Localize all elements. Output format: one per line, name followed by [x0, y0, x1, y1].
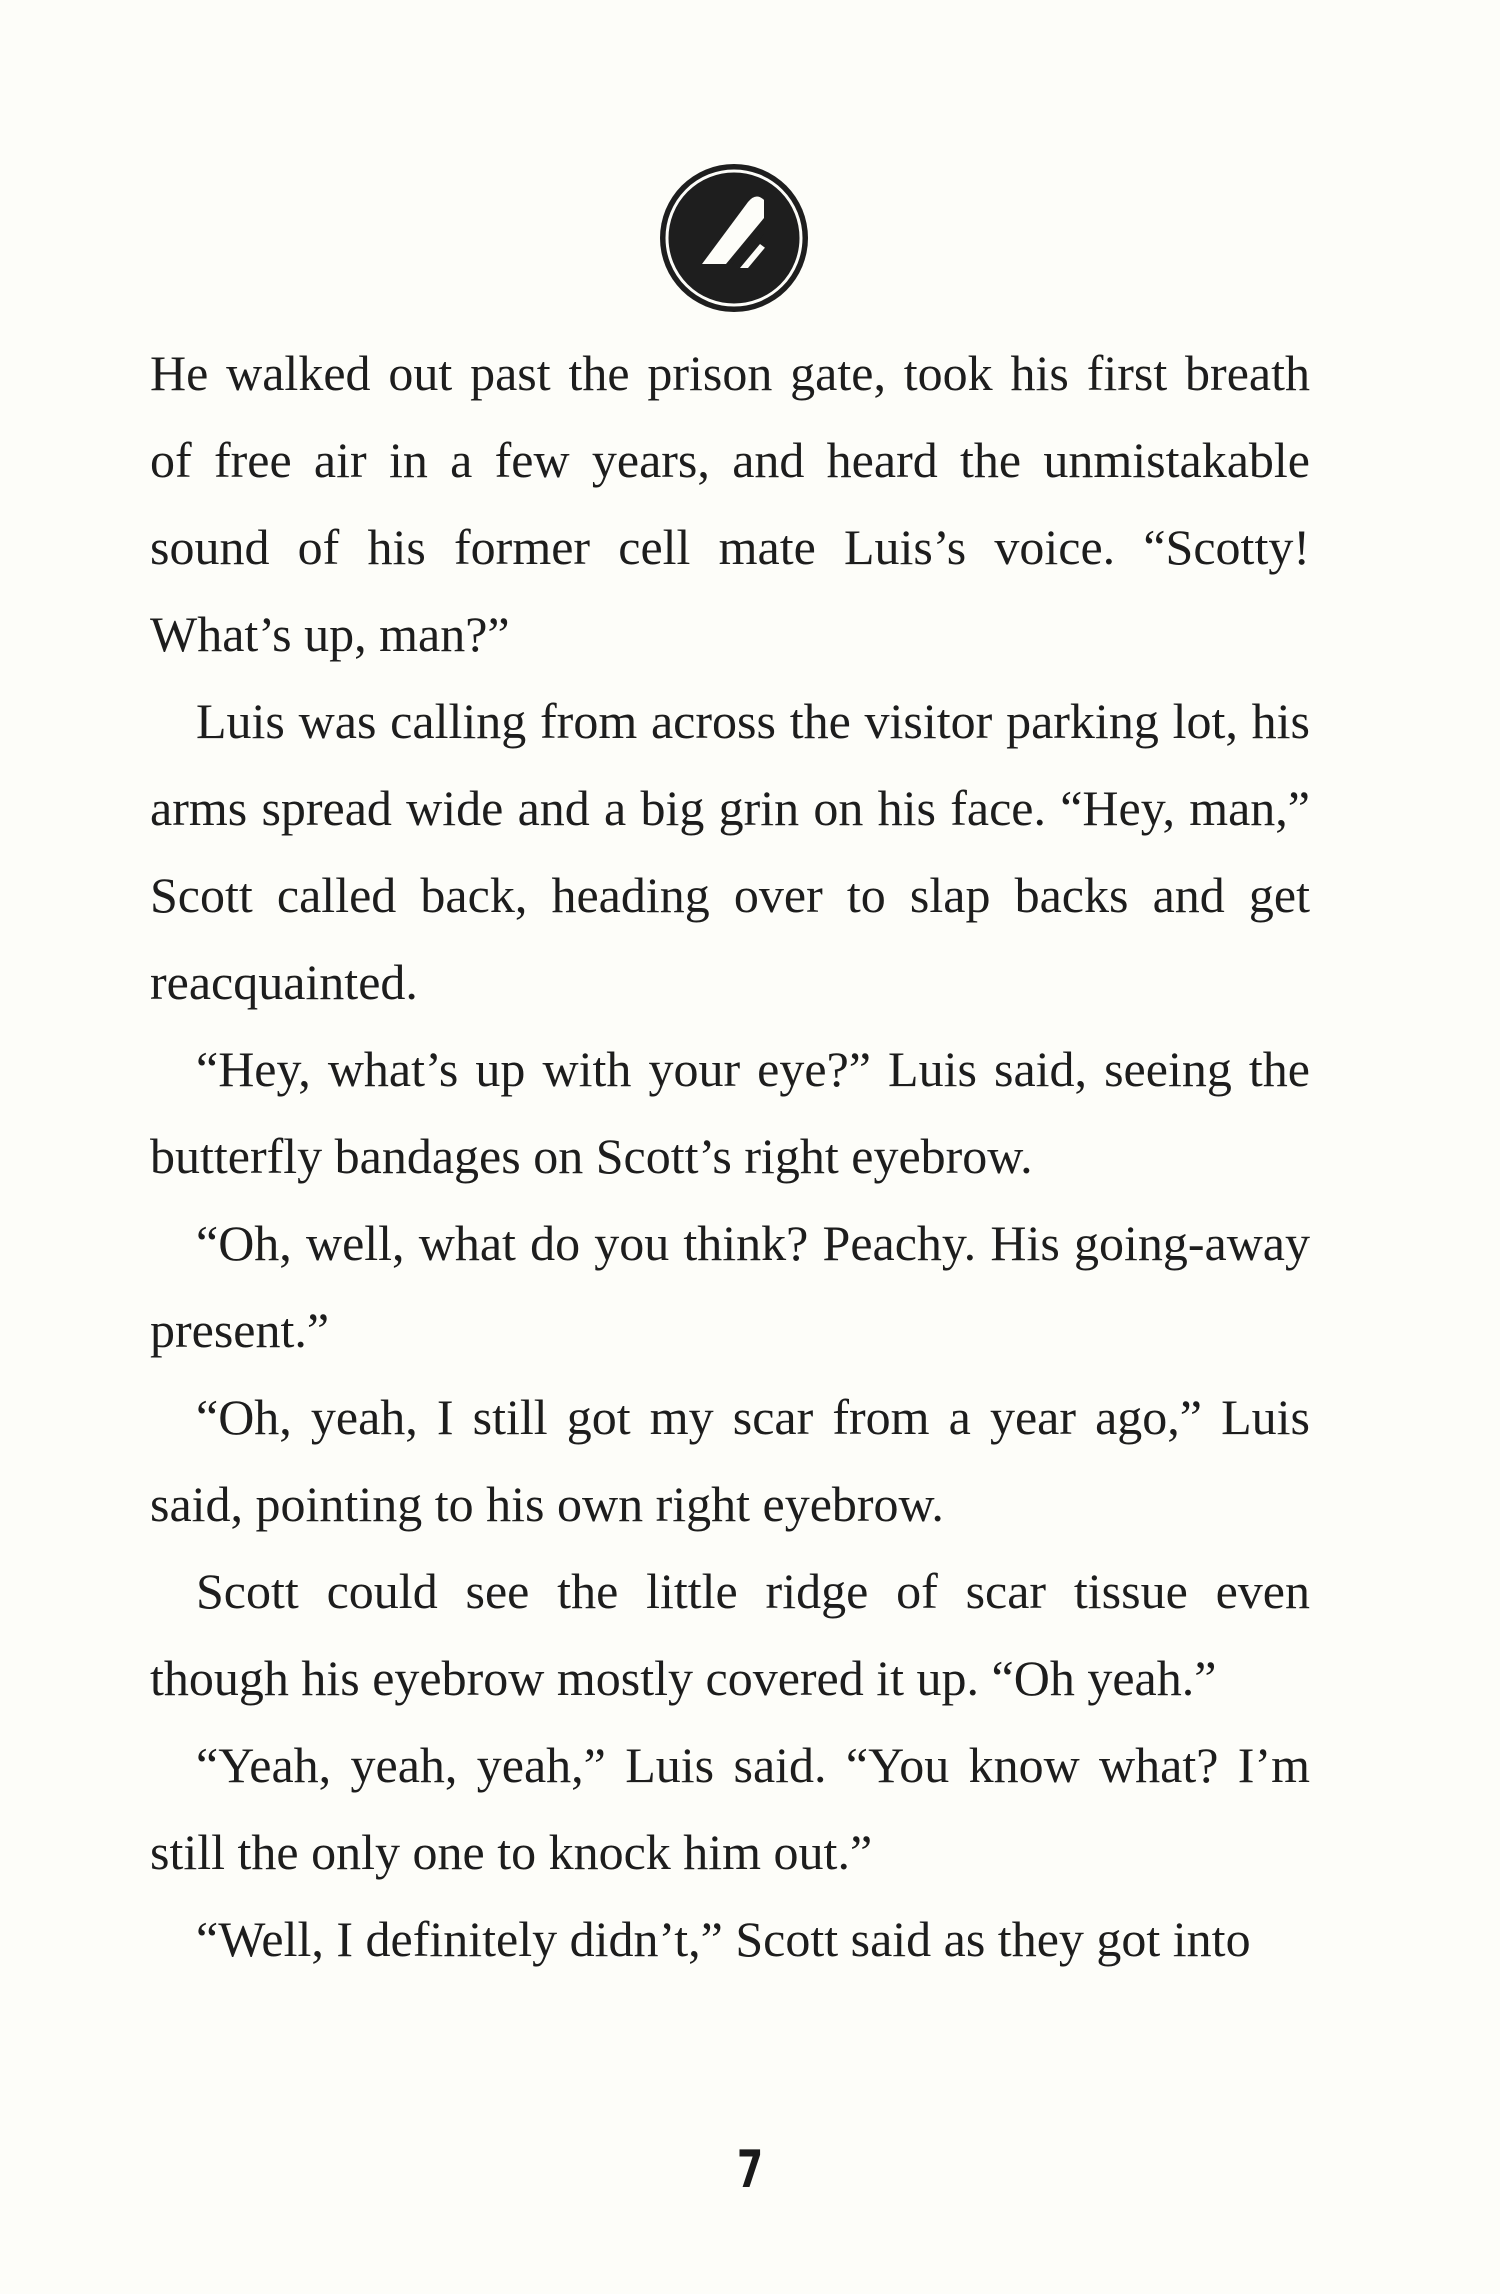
chapter-2-emblem-icon	[656, 160, 812, 316]
paragraph: “Yeah, yeah, yeah,” Luis said. “You know what? I’m still the only one to knock him out.”	[150, 1737, 1310, 1880]
chapter-emblem	[656, 160, 812, 316]
paragraph: “Well, I definitely didn’t,” Scott said as they got into	[196, 1911, 1251, 1967]
paragraph: Luis was calling from across the visitor parking lot, his arms spread wide and a big grin on his face. “Hey, man,” Scott called back, heading over to slap backs and get reacquainted.	[150, 693, 1310, 1010]
chapter-body-text	[150, 330, 1310, 1983]
paragraph: “Hey, what’s up with your eye?” Luis said, seeing the butterfly bandages on Scott’s right eyebrow.	[150, 1041, 1310, 1184]
paragraph: Scott could see the little ridge of scar tissue even though his eyebrow mostly covered it up. “Oh yeah.”	[150, 1563, 1310, 1706]
paragraph: “Oh, yeah, I still got my scar from a year ago,” Luis said, pointing to his own right eyebrow.	[150, 1389, 1310, 1532]
page-number: 7	[736, 2140, 764, 2200]
paragraph: He walked out past the prison gate, took his first breath of free air in a few years, and heard the unmistakable sound of his former cell mate Luis’s voice. “Scotty! What’s up, man?”	[150, 345, 1310, 662]
paragraph: “Oh, well, what do you think? Peachy. His going-away present.”	[150, 1215, 1310, 1358]
